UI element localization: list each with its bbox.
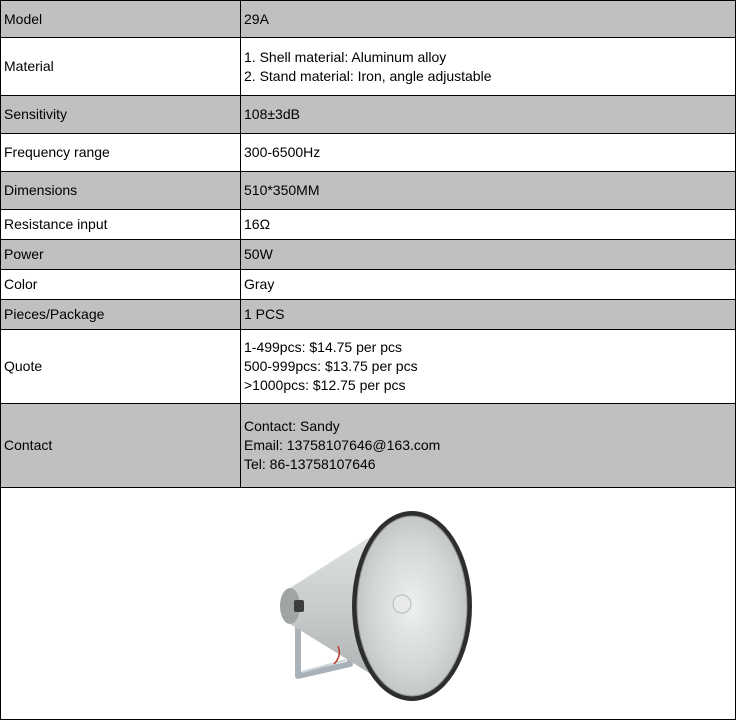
spec-value: 1 PCS [241, 300, 736, 330]
spec-value: 510*350MM [241, 172, 736, 210]
spec-label: Power [1, 240, 241, 270]
spec-label: Dimensions [1, 172, 241, 210]
product-image-row [1, 488, 736, 720]
spec-value: Gray [241, 270, 736, 300]
spec-row-resistance [1, 210, 736, 240]
spec-value: 108±3dB [241, 96, 736, 134]
spec-label: Sensitivity [1, 96, 241, 134]
horn-speaker-icon [250, 496, 490, 711]
spec-row-pieces [1, 300, 736, 330]
spec-value [241, 404, 736, 488]
spec-row-contact [1, 404, 736, 488]
spec-value: 16Ω [241, 210, 736, 240]
spec-label: Model [1, 1, 241, 38]
spec-row-power [1, 240, 736, 270]
spec-value-line: 1. Shell material: Aluminum alloy [244, 48, 447, 65]
spec-value-line: 1-499pcs: $14.75 per pcs [244, 339, 402, 355]
spec-value-line: Tel: 86-13758107646 [244, 456, 376, 472]
spec-value-line: 2. Stand material: Iron, angle adjustable [244, 67, 492, 84]
spec-value [241, 38, 736, 96]
spec-label: Frequency range [1, 134, 241, 172]
spec-value [241, 330, 736, 404]
spec-value: 50W [241, 240, 736, 270]
spec-label: Contact [1, 404, 241, 488]
spec-label: Resistance input [1, 210, 241, 240]
spec-value: 300-6500Hz [241, 134, 736, 172]
spec-row-quote [1, 330, 736, 404]
spec-value-line: Contact: Sandy [244, 418, 340, 434]
spec-row-material [1, 38, 736, 96]
spec-row-model [1, 1, 736, 38]
spec-value-line: >1000pcs: $12.75 per pcs [244, 377, 406, 393]
spec-value-line: Email: 13758107646@163.com [244, 437, 441, 453]
spec-label: Pieces/Package [1, 300, 241, 330]
spec-label: Quote [1, 330, 241, 404]
spec-label: Color [1, 270, 241, 300]
spec-label: Material [1, 38, 241, 96]
product-image-cell [1, 488, 736, 720]
spec-row-color [1, 270, 736, 300]
spec-value: 29A [241, 1, 736, 38]
spec-row-sensitivity [1, 96, 736, 134]
spec-row-frequency [1, 134, 736, 172]
spec-row-dimensions [1, 172, 736, 210]
spec-value-line: 500-999pcs: $13.75 per pcs [244, 358, 418, 374]
